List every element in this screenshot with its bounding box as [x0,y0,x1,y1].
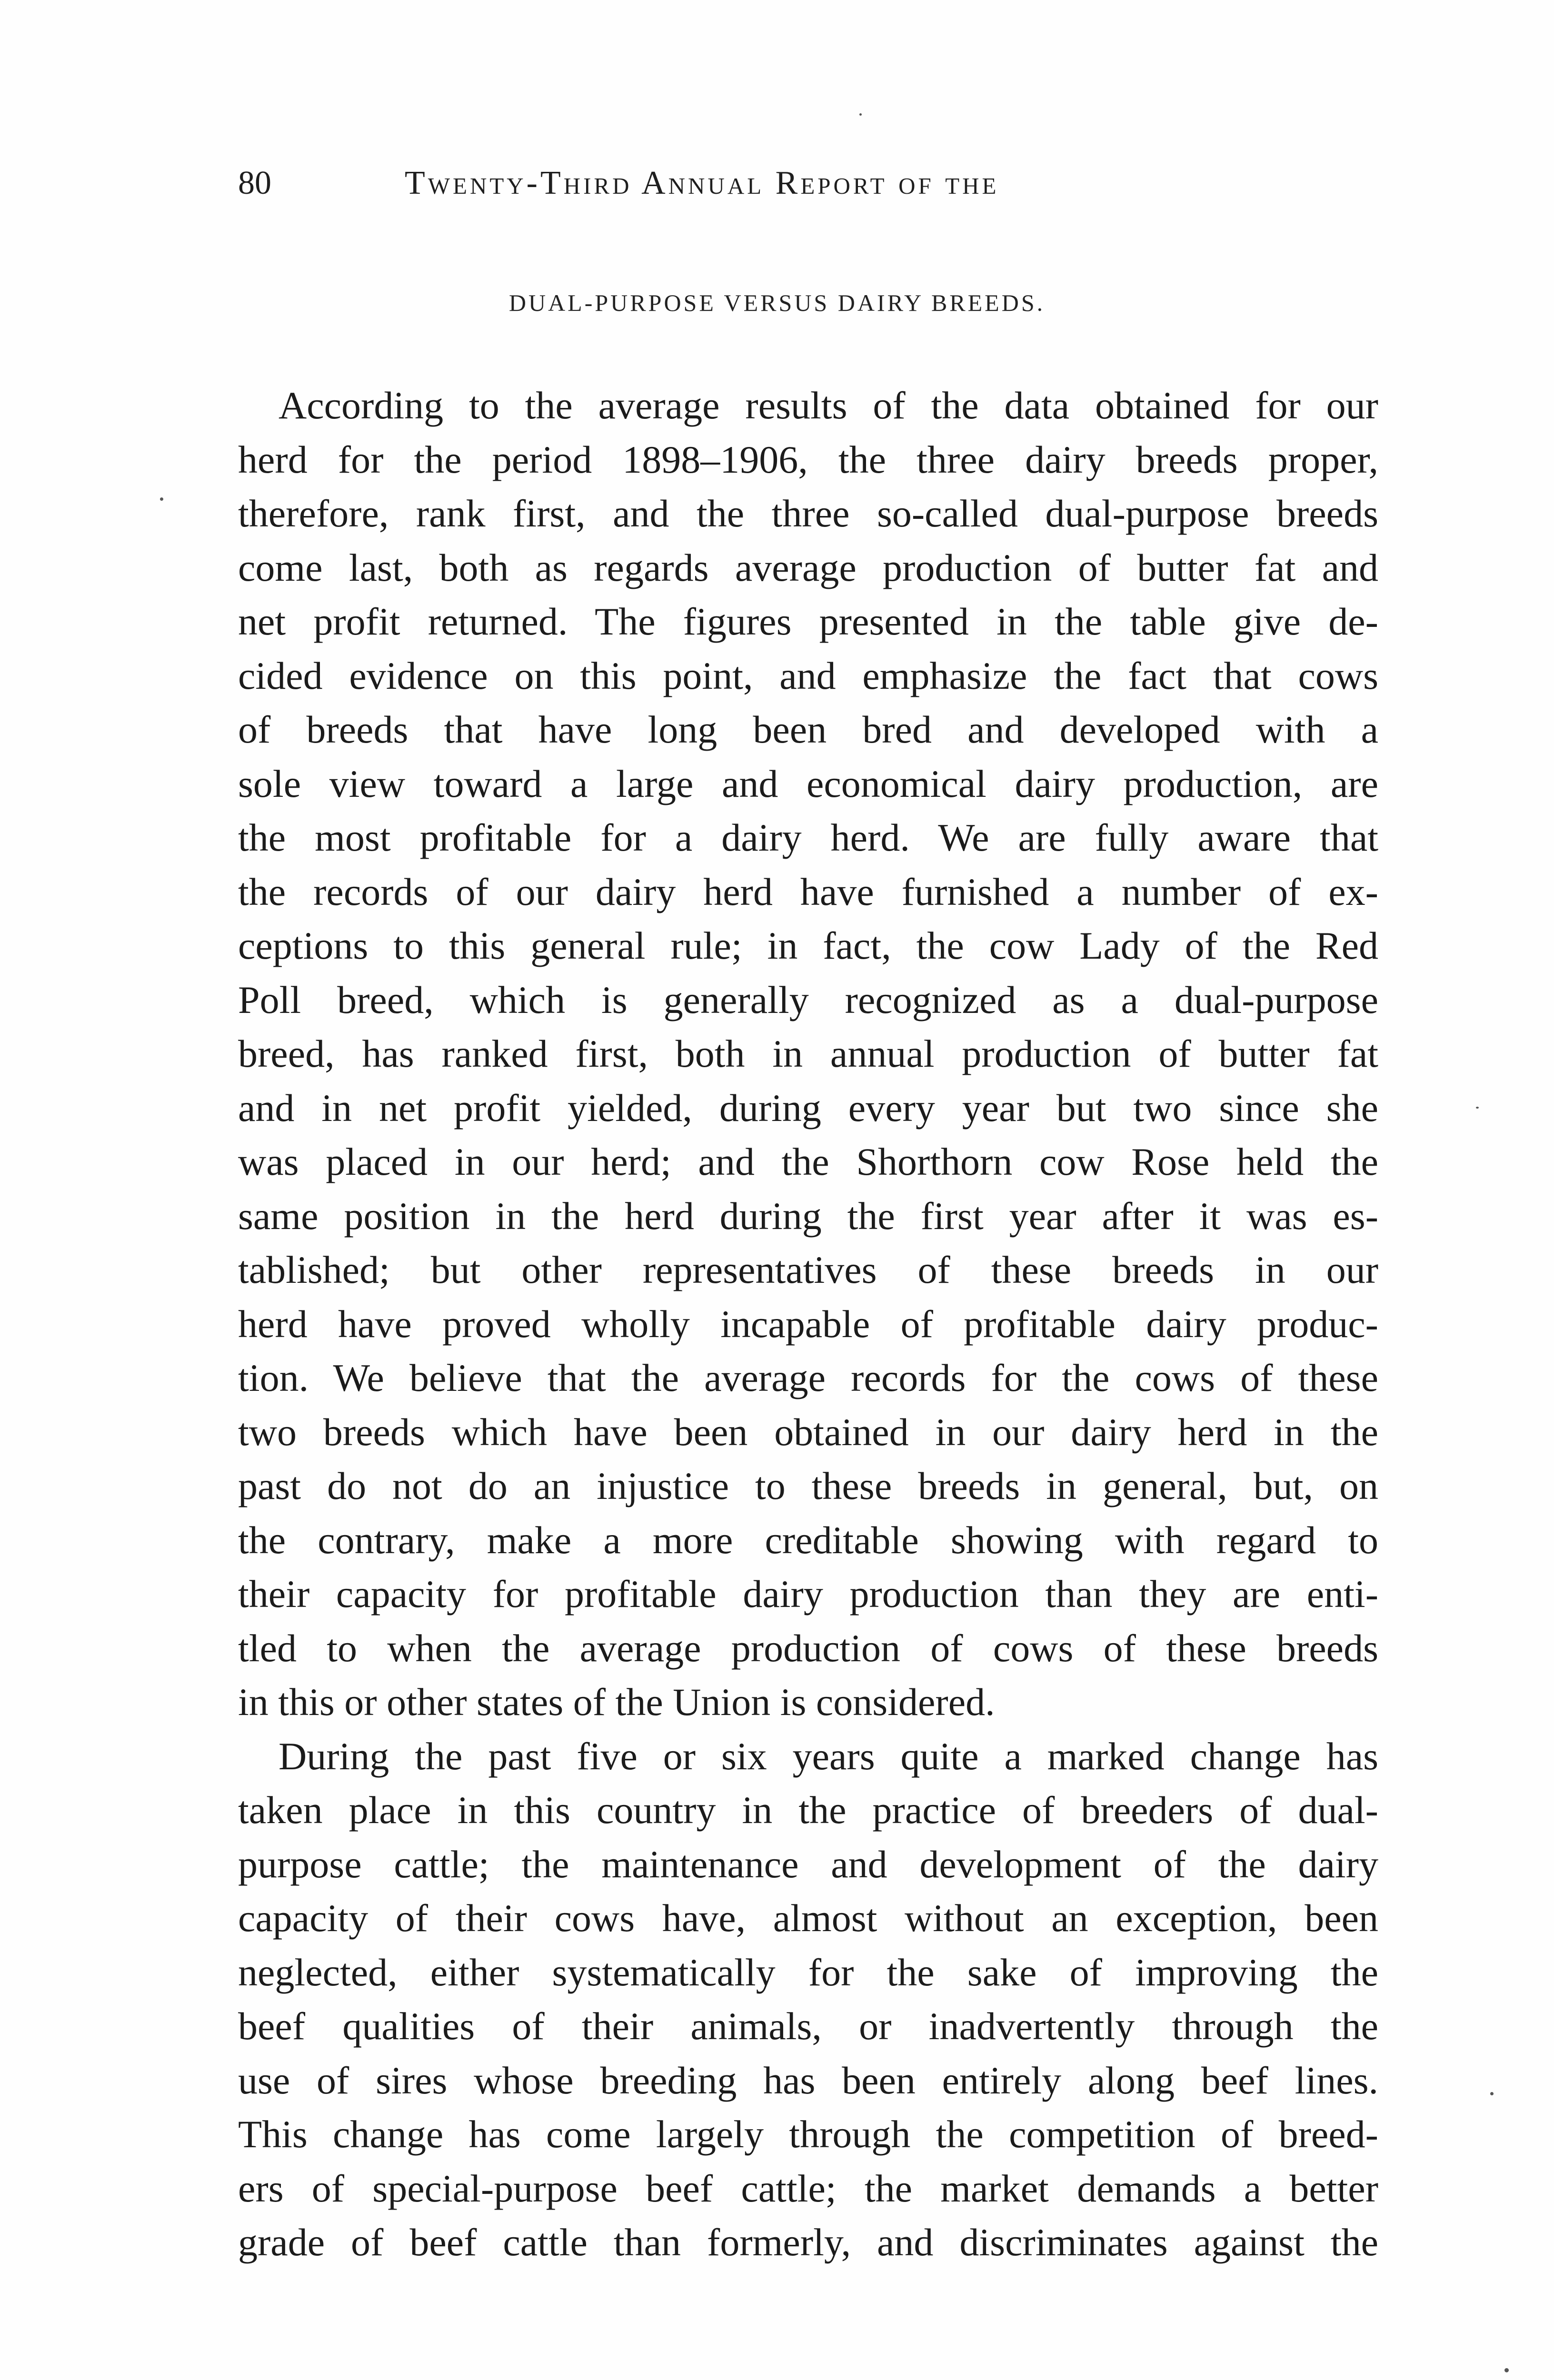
text-line: the records of our dairy herd have furnished a number of ex- [238,870,1378,913]
running-head [238,157,1257,214]
text-line: neglected, either systematically for the sake of improving the [238,1950,1378,1994]
text-line: and in net profit yielded, during every year but two since she [238,1086,1378,1130]
body-text [238,378,1378,2270]
text-line: During the past five or six years quite a marked change has [279,1734,1378,1778]
text-line: ers of special-purpose beef cattle; the market demands a better [238,2166,1378,2210]
text-line: capacity of their cows have, almost without an exception, been [238,1896,1378,1940]
text-line: past do not do an injustice to these breeds in general, but, on [238,1464,1378,1507]
text-line: tablished; but other representatives of these breeds in our [238,1248,1378,1291]
text-line: same position in the herd during the first year after it was es- [238,1194,1378,1238]
text-line: net profit returned. The figures presented in the table give de- [238,600,1378,643]
text-line: of breeds that have long been bred and developed with a [238,708,1378,751]
text-line: the contrary, make a more creditable showing with regard to [238,1518,1378,1562]
scan-speck [1504,2368,1509,2372]
text-line: the most profitable for a dairy herd. We are fully aware that [238,816,1378,859]
scan-speck [160,497,163,501]
text-line: breed, has ranked first, both in annual production of butter fat [238,1032,1378,1075]
page-number: 80 [238,165,271,201]
text-line: ceptions to this general rule; in fact, the cow Lady of the Red [238,924,1378,967]
scan-speck [859,113,862,116]
scan-speck [1476,1107,1479,1109]
text-line: grade of beef cattle than formerly, and discriminates against the [238,2221,1378,2264]
text-line: This change has come largely through the competition of breed- [238,2112,1378,2156]
text-line: Poll breed, which is generally recognized as a dual-purpose [238,978,1378,1021]
text-line: therefore, rank first, and the three so-called dual-purpose breeds [238,492,1378,535]
text-line: purpose cattle; the maintenance and development of the dairy [238,1842,1378,1886]
paragraph-2 [238,1729,1378,2270]
section-heading: DUAL-PURPOSE VERSUS DAIRY BREEDS. [508,289,1046,316]
scan-speck [1490,2092,1494,2095]
text-line: sole view toward a large and economical dairy production, are [238,762,1378,805]
text-line: tion. We believe that the average records for the cows of these [238,1356,1378,1399]
text-line: tled to when the average production of cows of these breeds [238,1626,1378,1670]
text-line: herd have proved wholly incapable of profitable dairy produc- [238,1302,1378,1346]
text-line: beef qualities of their animals, or inadvertently through the [238,2004,1378,2048]
running-title: Twenty-Third Annual Report of the [405,165,999,201]
text-line: taken place in this country in the practice of breeders of dual- [238,1788,1378,1832]
text-line: cided evidence on this point, and emphasize the fact that cows [238,654,1378,697]
text-line: use of sires whose breeding has been entirely along beef lines. [238,2058,1378,2102]
text-line: come last, both as regards average production of butter fat and [238,545,1378,589]
text-line: was placed in our herd; and the Shorthorn cow Rose held the [238,1140,1378,1183]
text-line: According to the average results of the data obtained for our [279,384,1378,427]
text-line: herd for the period 1898–1906, the three dairy breeds proper, [238,437,1378,481]
paragraph-1 [238,378,1378,1729]
text-line: their capacity for profitable dairy production than they are enti- [238,1572,1378,1616]
text-line: two breeds which have been obtained in our dairy herd in the [238,1410,1378,1454]
text-line: in this or other states of the Union is considered. [238,1680,995,1724]
